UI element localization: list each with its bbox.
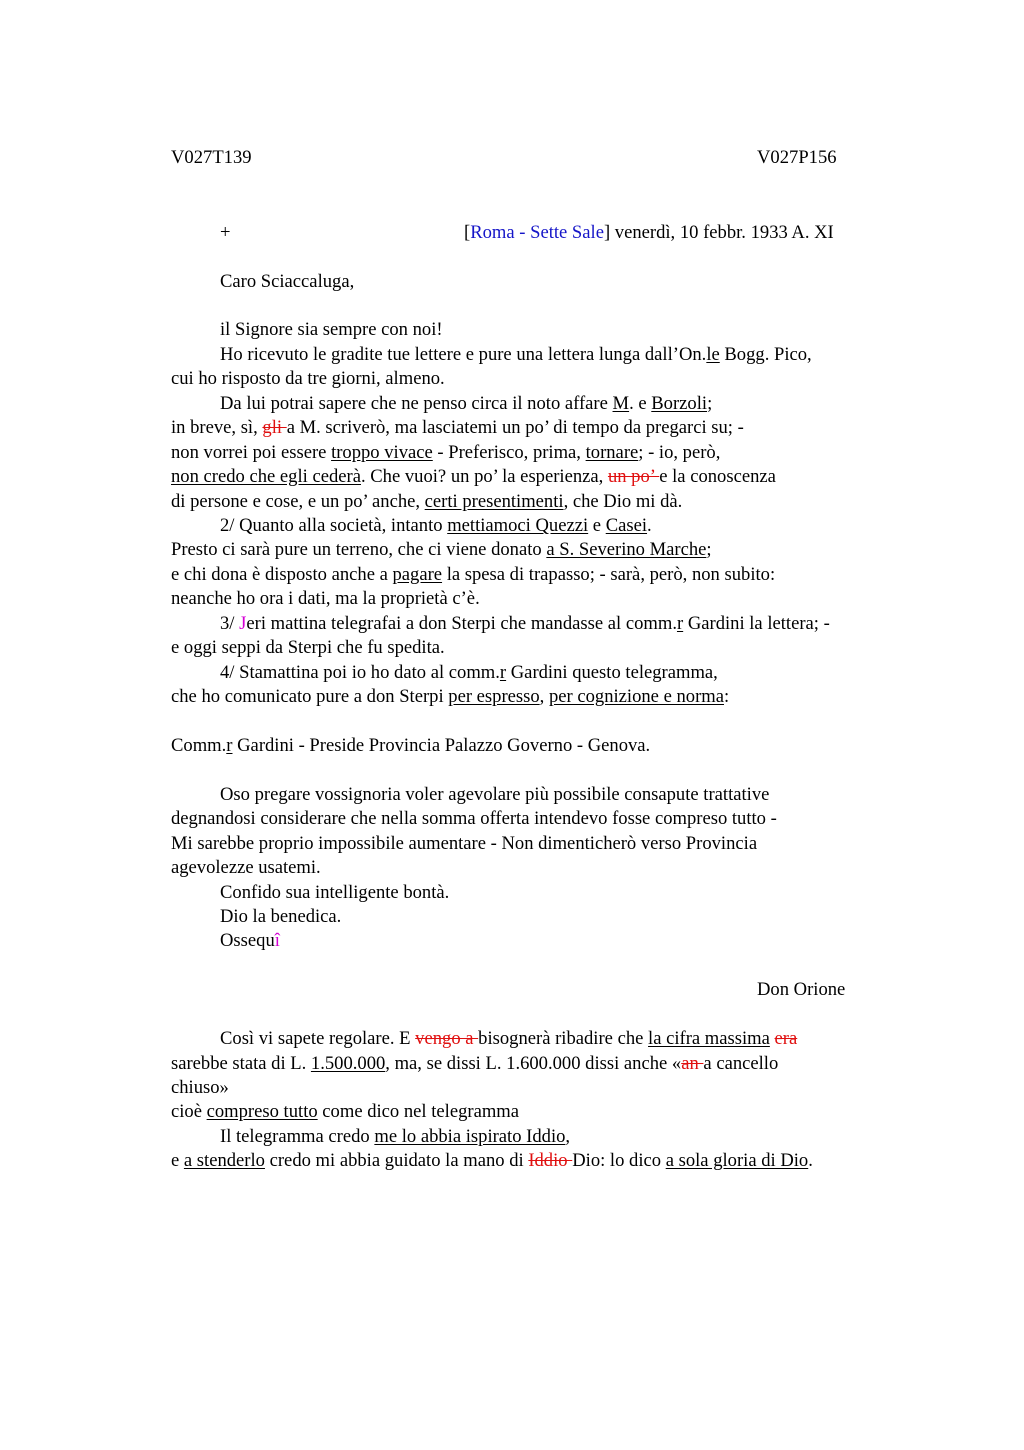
line-8: di persone e cose, e un po’ anche, certi presentimenti, che Dio mi dà.	[171, 491, 683, 512]
postscript-line-5: Il telegramma credo me lo abbia ispirato Iddio,	[220, 1126, 571, 1147]
telegram-line-1: Oso pregare vossignoria voler agevolare più possibile consapute trattative	[220, 784, 770, 805]
deletion: gli	[262, 417, 287, 438]
line-1: il Signore sia sempre con noi!	[220, 319, 443, 340]
line-7: non credo che egli cederà. Che vuoi? un po’ la esperienza, un po’ e la conoscenza	[171, 466, 776, 487]
cross-mark: +	[220, 222, 231, 243]
line-14: e oggi seppi da Sterpi che fu spedita.	[171, 637, 445, 658]
line-10: Presto ci sarà pure un terreno, che ci viene donato a S. Severino Marche;	[171, 539, 712, 560]
place-name: Roma - Sette Sale	[470, 222, 604, 243]
telegram-line-5: Confido sua intelligente bontà.	[220, 882, 450, 903]
line-16: che ho comunicato pure a don Sterpi per espresso, per cognizione e norma:	[171, 686, 730, 707]
line-6: non vorrei poi essere troppo vivace - Preferisco, prima, tornare; - io, però,	[171, 442, 721, 463]
telegram-line-7: Ossequî	[220, 930, 280, 951]
line-13: 3/ Jeri mattina telegrafai a don Sterpi che mandasse al comm.r Gardini la lettera; -	[220, 613, 830, 634]
dateline: [Roma - Sette Sale] venerdì, 10 febbr. 1933 A. XI	[464, 222, 834, 243]
telegram-line-3: Mi sarebbe proprio impossibile aumentare - Non dimenticherò verso Provincia	[171, 833, 758, 854]
postscript-line-3: chiuso»	[171, 1077, 229, 1098]
line-11: e chi dona è disposto anche a pagare la spesa di trapasso; - sarà, però, non subito:	[171, 564, 776, 585]
telegram-line-4: agevolezze usatemi.	[171, 857, 321, 878]
deletion: Iddio	[528, 1150, 573, 1171]
postscript-line-2: sarebbe stata di L. 1.500.000, ma, se dissi L. 1.600.000 dissi anche «an a cancello	[171, 1053, 779, 1074]
postscript-line-6: e a stenderlo credo mi abbia guidato la mano di Iddio Dio: lo dico a sola gloria di Dio.	[171, 1150, 813, 1171]
postscript-line-1: Così vi sapete regolare. E vengo a bisognerà ribadire che la cifra massima era	[220, 1028, 798, 1049]
salutation: Caro Sciaccaluga,	[220, 271, 355, 292]
deletion: vengo a	[415, 1028, 479, 1049]
line-3: cui ho risposto da tre giorni, almeno.	[171, 368, 445, 389]
line-9: 2/ Quanto alla società, intanto mettiamoci Quezzi e Casei.	[220, 515, 652, 536]
archive-code-left: V027T139	[171, 147, 252, 168]
line-4: Da lui potrai sapere che ne penso circa il noto affare M. e Borzoli;	[220, 393, 713, 414]
deletion: era	[774, 1028, 798, 1049]
deletion: un po’	[607, 466, 660, 487]
telegram-address: Comm.r Gardini - Preside Provincia Palazzo Governo - Genova.	[171, 735, 651, 756]
deletion: an	[681, 1053, 704, 1074]
postscript-line-4: cioè compreso tutto come dico nel telegramma	[171, 1101, 520, 1122]
line-5: in breve, sì, gli a M. scriverò, ma lasciatemi un po’ di tempo da pregarci su; -	[171, 417, 744, 438]
telegram-line-2: degnandosi considerare che nella somma offerta intendevo fosse compreso tutto -	[171, 808, 777, 829]
line-12: neanche ho ora i dati, ma la proprietà c’è.	[171, 588, 480, 609]
line-15: 4/ Stamattina poi io ho dato al comm.r Gardini questo telegramma,	[220, 662, 718, 683]
telegram-line-6: Dio la benedica.	[220, 906, 342, 927]
line-2: Ho ricevuto le gradite tue lettere e pure una lettera lunga dall’On.le Bogg. Pico,	[220, 344, 812, 365]
archive-code-right: V027P156	[757, 147, 837, 168]
signature: Don Orione	[757, 979, 846, 1000]
